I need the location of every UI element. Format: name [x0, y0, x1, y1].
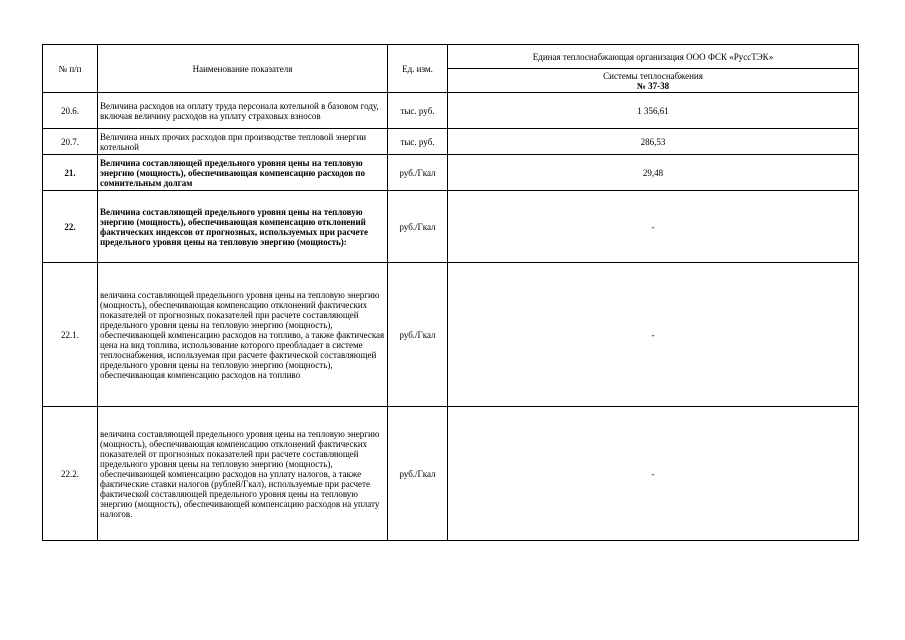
header-org: Единая теплоснабжающая организация ООО ФСК «РуссТЭК» [448, 45, 859, 69]
systems-label: Системы теплоснабжения [603, 70, 703, 81]
table-row [43, 407, 859, 541]
header-name: Наименование показателя [98, 45, 388, 93]
table-row [43, 191, 859, 263]
row-name: Величина составляющей предельного уровня цены на тепловую энергию (мощность), обеспечивающая компенсацию расходов по сомнительным долгам [98, 155, 388, 191]
row-value: 29,48 [448, 155, 859, 191]
row-unit: руб./Гкал [388, 191, 448, 263]
header-num: № п/п [43, 45, 98, 93]
table-row [43, 93, 859, 129]
row-name: величина составляющей предельного уровня цены на тепловую энергию (мощность), обеспечивающая компенсацию отклонений фактических показателей от прогнозных показателей при расчете составляющей предельного уровня цены на тепловую энергию (мощность), обеспечивающей компенсацию расходов на уплату налогов, а также фактические ставки налогов (рублей/Гкал), используемые при расчете фактической составляющей предельного уровня цены на тепловую энергию (мощность), обеспечивающей компенсацию расходов на уплату налогов. [98, 407, 388, 541]
row-num: 22.2. [43, 407, 98, 541]
row-unit: тыс. руб. [388, 93, 448, 129]
row-name: Величина расходов на оплату труда персонала котельной в базовом году, включая величину расходов на уплату страховых взносов [98, 93, 388, 129]
row-unit: руб./Гкал [388, 155, 448, 191]
row-num: 22.1. [43, 263, 98, 407]
header-row-org [43, 45, 859, 69]
row-num: 20.7. [43, 129, 98, 155]
row-value: - [448, 263, 859, 407]
header-unit: Ед. изм. [388, 45, 448, 93]
row-value: - [448, 407, 859, 541]
indicators-table [42, 44, 859, 541]
row-name: Величина иных прочих расходов при производстве тепловой энергии котельной [98, 129, 388, 155]
row-value: 286,53 [448, 129, 859, 155]
systems-number: № 37-38 [636, 80, 670, 91]
row-name: величина составляющей предельного уровня цены на тепловую энергию (мощность), обеспечивающая компенсацию отклонений фактических показателей от прогнозных показателей при расчете составляющей предельного уровня цены на тепловую энергию (мощность), обеспечивающей компенсацию расходов на топливо, а также фактическая цена на вид топлива, использование которого преобладает в системе теплоснабжения, используемая при расчете фактической составляющей предельного уровня цены на тепловую энергию (мощность), обеспечивающая компенсацию расходов на топливо [98, 263, 388, 407]
row-value: - [448, 191, 859, 263]
row-value: 1 356,61 [448, 93, 859, 129]
row-num: 22. [43, 191, 98, 263]
row-num: 20.6. [43, 93, 98, 129]
table-row [43, 263, 859, 407]
row-unit: руб./Гкал [388, 263, 448, 407]
header-systems [448, 69, 859, 93]
row-unit: руб./Гкал [388, 407, 448, 541]
table-row [43, 129, 859, 155]
table-row [43, 155, 859, 191]
row-name: Величина составляющей предельного уровня цены на тепловую энергию (мощность), обеспечивающая компенсацию отклонений фактических индексов от прогнозных, используемых при расчете предельного уровня цены на тепловую энергию (мощность): [98, 191, 388, 263]
row-unit: тыс. руб. [388, 129, 448, 155]
row-num: 21. [43, 155, 98, 191]
